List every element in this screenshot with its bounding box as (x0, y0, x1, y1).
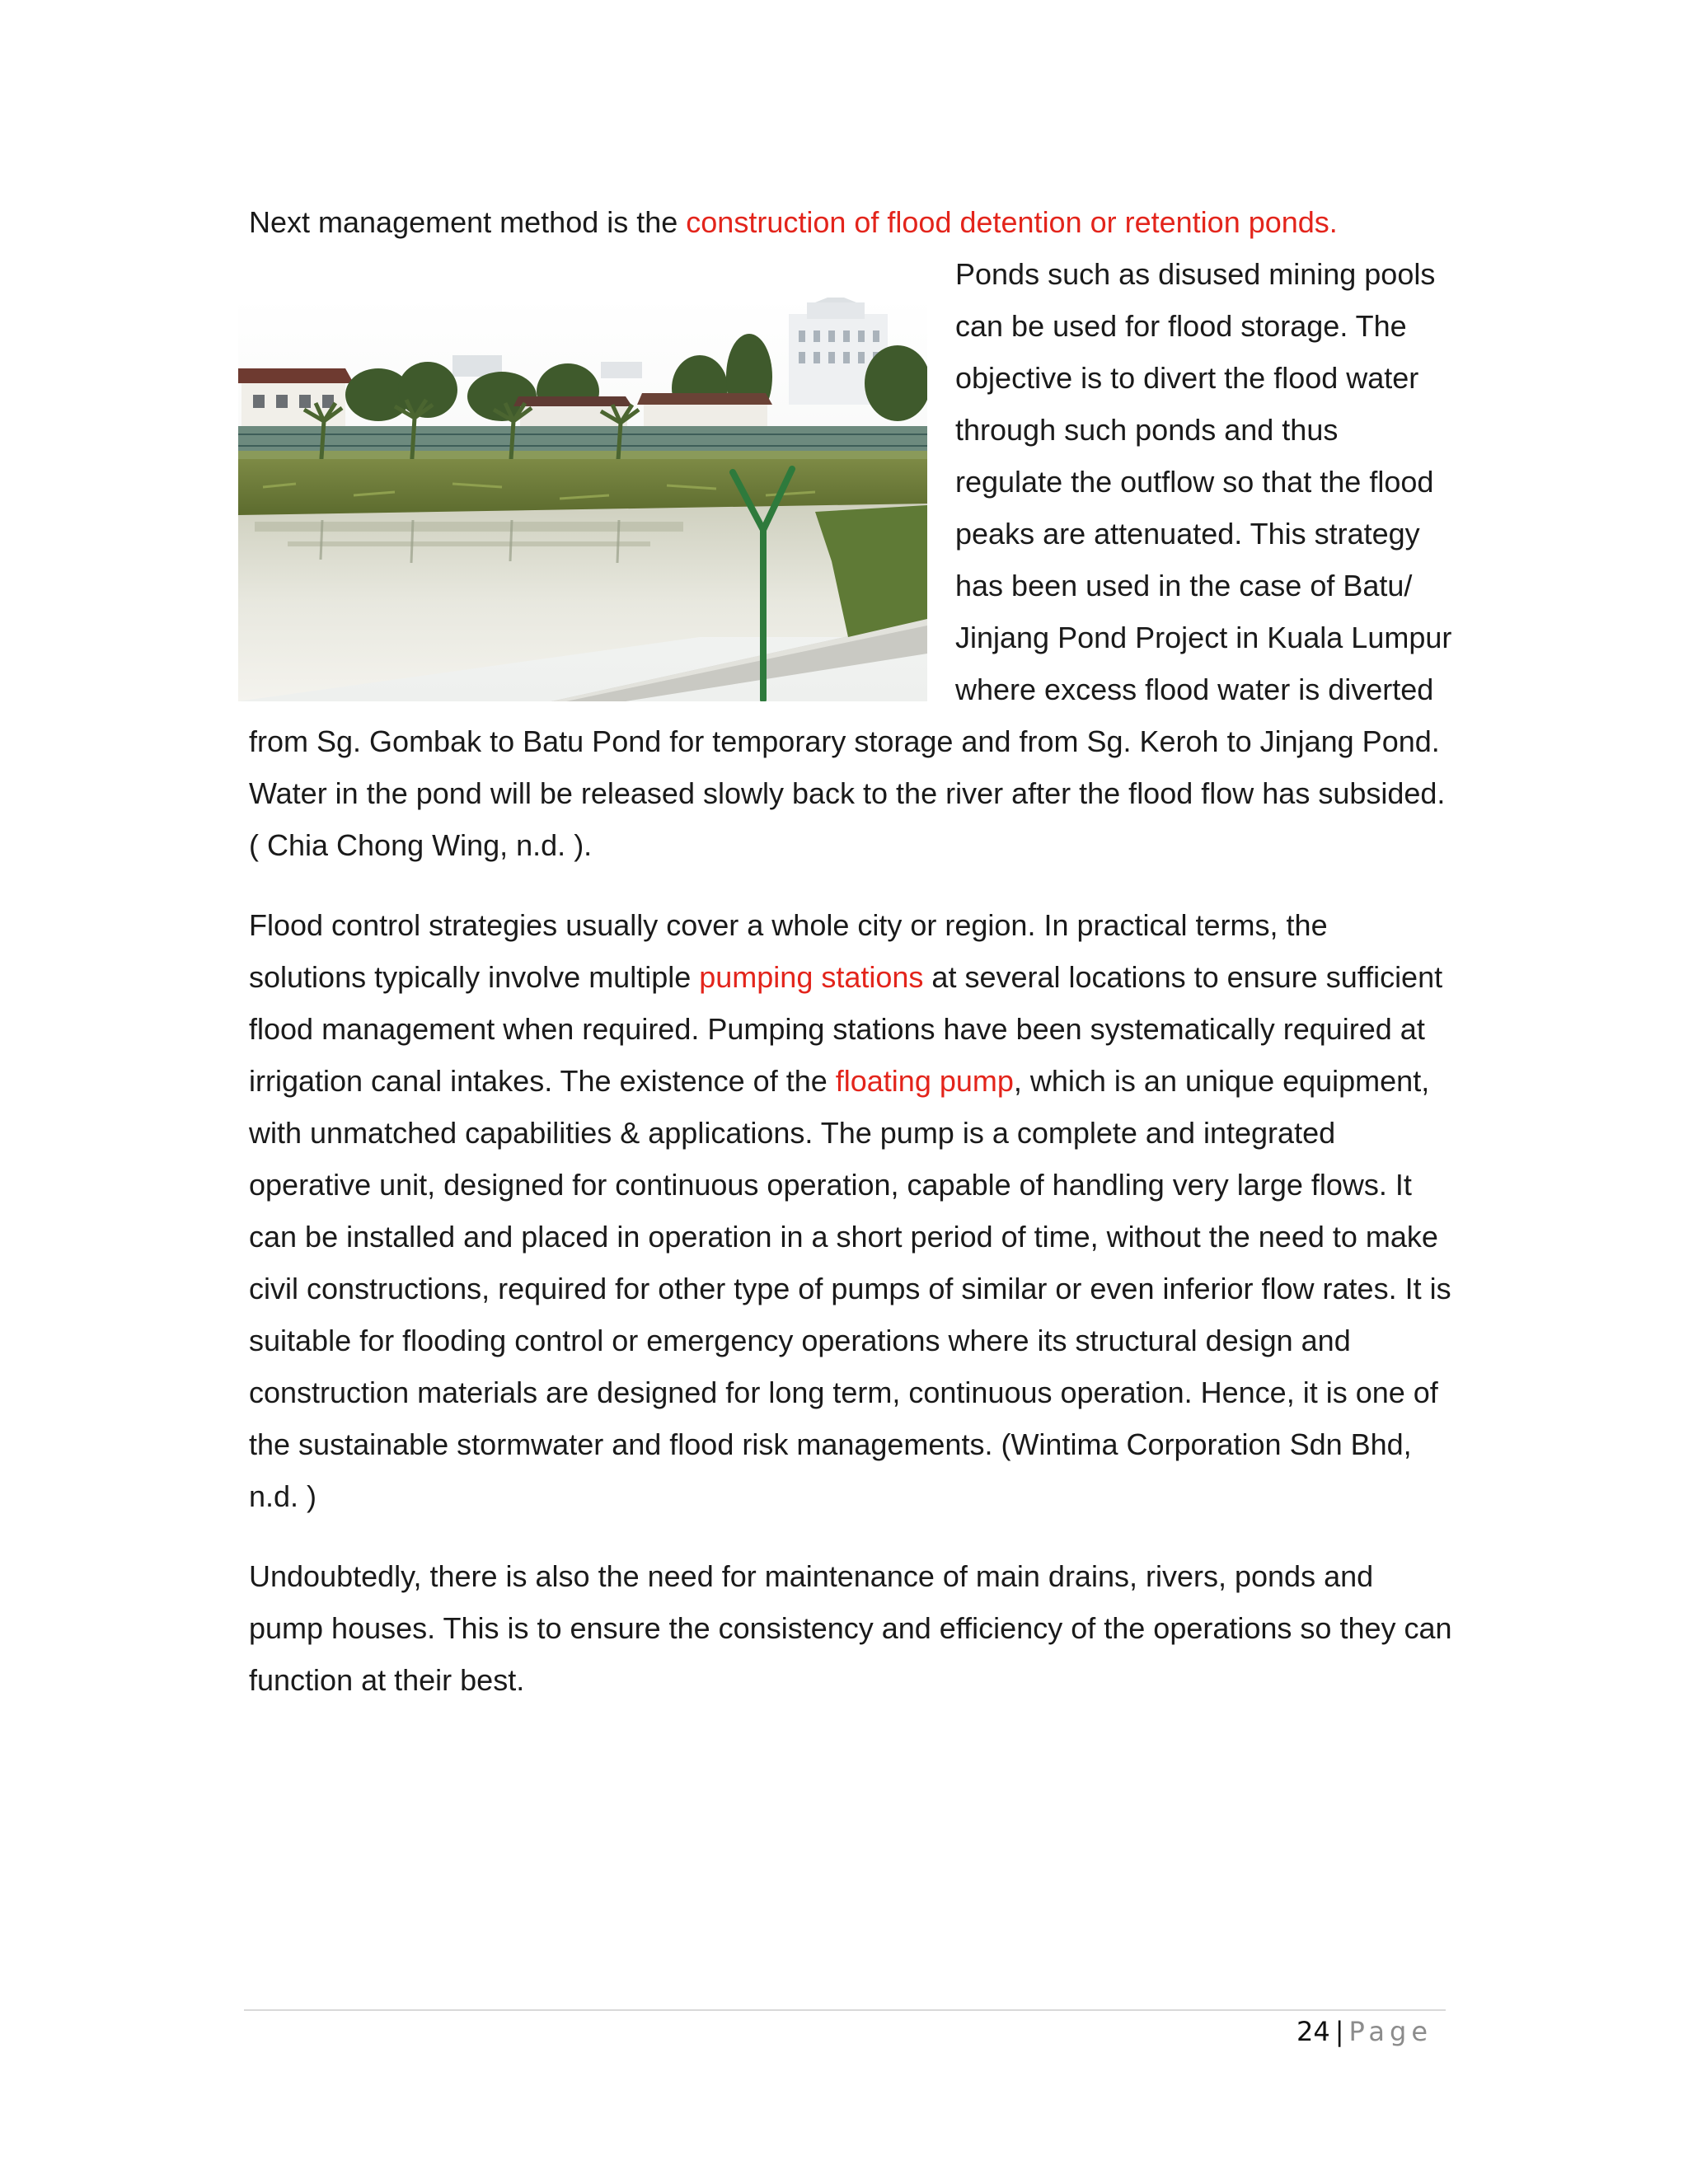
paragraph-maintenance: Undoubtedly, there is also the need for maintenance of main drains, rivers, ponds and pump houses. This is to ensure the consistency and efficiency of the operations so they can function at their best. (249, 1559, 1452, 1697)
highlight-floating-pump: floating pump (835, 1064, 1014, 1098)
pumping-text-part-3: , which is an unique equipment, with unmatched capabilities & applications. The pump is a complete and integrated operative unit, designed for continuous operation, capable of handling very large flows. It can be installed and placed in operation in a short period of time, without the need to make civil constructions, required for other type of pumps of similar or even inferior flow rates. It is suitable for flooding control or emergency operations where its structural design and construction materials are designed for long term, continuous operation. Hence, it is one of the sustainable stormwater and flood risk managements. (Wintima Corporation Sdn Bhd, n.d. ) (249, 1064, 1451, 1513)
footer-separator: | (1334, 2016, 1344, 2047)
photo-text-wrap (249, 248, 1452, 871)
paragraph-intro-text: Next management method is the (249, 205, 687, 239)
paragraph-detention-ponds (249, 196, 1452, 248)
page-label: Page (1348, 2016, 1432, 2047)
paragraph-pumping-stations (249, 899, 1452, 1522)
pumping-text-part-1: Flood control strategies usually cover a whole city or region. In practical terms, the solutions typically involve multiple (249, 908, 1328, 994)
page-content (249, 196, 1452, 1706)
pumping-text-part-2: at several locations to ensure sufficient flood management when required. Pumping stations have been systematically required at irrigation canal intakes. The existence of the (249, 960, 1443, 1098)
footer-divider (244, 2009, 1446, 2011)
highlight-pumping-stations: pumping stations (699, 960, 924, 994)
highlight-detention-ponds: construction of flood detention or retention ponds. (686, 205, 1338, 239)
page-number: 24 (1296, 2016, 1330, 2047)
retention-pond-photo (238, 298, 927, 701)
paragraph-detention-ponds-body: Ponds such as disused mining pools can be used for flood storage. The objective is to divert the flood water through such ponds and thus regulate the outflow so that the flood peaks are attenuated. This strategy has been used in the case of Batu/ Jinjang Pond Project in Kuala Lumpur where excess flood water is diverted from Sg. Gombak to Batu Pond for temporary storage and from Sg. Keroh to Jinjang Pond. Water in the pond will be released slowly back to the river after the flood flow has subsided. ( Chia Chong Wing, n.d. ). (249, 257, 1452, 862)
page-footer (1296, 2013, 1432, 2050)
